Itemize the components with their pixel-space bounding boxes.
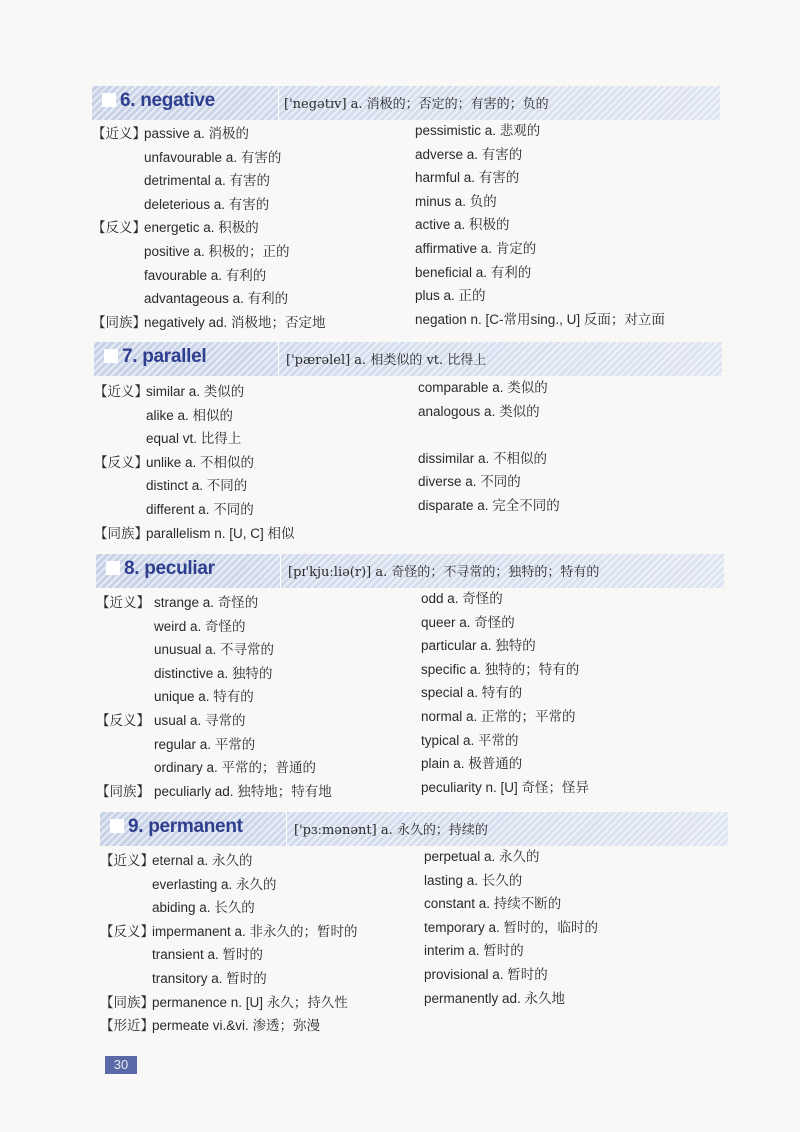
list-item: typical a. 平常的 xyxy=(421,732,519,748)
list-item: adverse a. 有害的 xyxy=(415,146,523,162)
list-item: affirmative a. 肯定的 xyxy=(415,240,537,256)
headword-definition: [pɪ'kjuːliə(r)] a. 奇怪的；不寻常的；独特的；特有的 xyxy=(288,565,600,580)
headword-definition: ['pærəlel] a. 相类似的 vt. 比得上 xyxy=(286,353,487,368)
list-item: constant a. 持续不断的 xyxy=(424,896,562,912)
entry-negative xyxy=(92,86,720,120)
list-item: pessimistic a. 悲观的 xyxy=(415,123,541,138)
headword: 9. permanent xyxy=(110,816,243,838)
list-item: 【近义】passive a. 消极的 xyxy=(92,126,250,141)
list-item: peculiarity n. [U] 奇怪；怪异 xyxy=(421,779,590,795)
list-item: special a. 特有的 xyxy=(421,685,523,701)
entry-parallel xyxy=(94,342,722,376)
checkbox-icon xyxy=(102,93,116,107)
list-item: regular a. 平常的 xyxy=(154,736,256,752)
list-item: transitory a. 暂时的 xyxy=(152,970,267,986)
list-item: disparate a. 完全不同的 xyxy=(418,497,560,513)
left-column xyxy=(96,591,332,803)
list-item: particular a. 独特的 xyxy=(421,638,536,654)
headword-definition: ['negətɪv] a. 消极的；否定的；有害的；负的 xyxy=(284,97,549,112)
list-item: 【同族】permanence n. [U] 永久；持久性 xyxy=(100,994,348,1010)
list-item xyxy=(418,423,560,447)
checkbox-icon xyxy=(106,561,120,575)
list-item: normal a. 正常的；平常的 xyxy=(421,708,576,724)
right-column xyxy=(415,119,665,331)
list-item: diverse a. 不同的 xyxy=(418,474,521,490)
entry-peculiar xyxy=(96,554,724,588)
list-item: equal vt. 比得上 xyxy=(146,431,242,447)
list-item: queer a. 奇怪的 xyxy=(421,614,515,630)
list-item: odd a. 奇怪的 xyxy=(421,591,503,606)
list-item: 【同族】 peculiarly ad. 独特地；特有地 xyxy=(96,783,332,799)
list-item: analogous a. 类似的 xyxy=(418,403,540,419)
list-item: negation n. [C-常用sing., U] 反面；对立面 xyxy=(415,311,665,327)
checkbox-icon xyxy=(104,349,118,363)
list-item: permanently ad. 永久地 xyxy=(424,990,566,1006)
list-item: detrimental a. 有害的 xyxy=(144,173,271,189)
entry-header xyxy=(96,554,724,588)
list-item: specific a. 独特的；特有的 xyxy=(421,661,580,677)
list-item: minus a. 负的 xyxy=(415,193,497,209)
list-item: 【反义】energetic a. 积极的 xyxy=(92,220,259,236)
right-column xyxy=(418,376,560,518)
list-item: plus a. 正的 xyxy=(415,288,486,304)
header-divider xyxy=(286,812,287,846)
list-item: plain a. 极普通的 xyxy=(421,756,523,772)
header-divider xyxy=(278,342,279,376)
list-item: temporary a. 暂时的，临时的 xyxy=(424,919,599,935)
left-column xyxy=(92,122,326,334)
list-item: 【近义】similar a. 类似的 xyxy=(94,384,245,399)
list-item: beneficial a. 有利的 xyxy=(415,264,532,280)
list-item: 【反义】impermanent a. 非永久的；暂时的 xyxy=(100,923,358,939)
headword: 7. parallel xyxy=(104,346,206,368)
list-item: 【近义】 strange a. 奇怪的 xyxy=(96,595,259,610)
list-item: 【反义】unlike a. 不相似的 xyxy=(94,454,255,470)
list-item: harmful a. 有害的 xyxy=(415,170,520,186)
list-item: advantageous a. 有利的 xyxy=(144,291,289,307)
list-item: distinctive a. 独特的 xyxy=(154,665,273,681)
right-column xyxy=(421,587,589,799)
header-divider xyxy=(280,554,281,588)
header-divider xyxy=(278,86,279,120)
list-item: comparable a. 类似的 xyxy=(418,380,548,395)
list-item: unusual a. 不寻常的 xyxy=(154,642,275,658)
list-item: unfavourable a. 有害的 xyxy=(144,149,282,165)
list-item: different a. 不同的 xyxy=(146,501,254,517)
list-item: active a. 积极的 xyxy=(415,217,510,233)
list-item: deleterious a. 有害的 xyxy=(144,196,270,212)
list-item: 【近义】eternal a. 永久的 xyxy=(100,853,253,868)
list-item: provisional a. 暂时的 xyxy=(424,966,548,982)
headword: 8. peculiar xyxy=(106,558,215,580)
checkbox-icon xyxy=(110,819,124,833)
list-item: ordinary a. 平常的；普通的 xyxy=(154,760,317,776)
list-item: dissimilar a. 不相似的 xyxy=(418,450,548,466)
list-item: everlasting a. 永久的 xyxy=(152,876,277,892)
left-column xyxy=(94,380,295,545)
right-column xyxy=(424,845,598,1010)
entry-header xyxy=(100,812,728,846)
list-item: weird a. 奇怪的 xyxy=(154,618,246,634)
list-item: interim a. 暂时的 xyxy=(424,943,524,959)
list-item: 【形近】permeate vi.&vi. 渗透；弥漫 xyxy=(100,1018,321,1034)
entry-header xyxy=(94,342,722,376)
list-item: abiding a. 长久的 xyxy=(152,900,255,916)
list-item: transient a. 暂时的 xyxy=(152,947,264,963)
headword-definition: ['pɜːmənənt] a. 永久的；持续的 xyxy=(294,823,488,838)
list-item: 【同族】parallelism n. [U, C] 相似 xyxy=(94,525,295,541)
list-item: distinct a. 不同的 xyxy=(146,478,248,494)
list-item: perpetual a. 永久的 xyxy=(424,849,540,864)
list-item: unique a. 特有的 xyxy=(154,689,254,705)
list-item: alike a. 相似的 xyxy=(146,407,234,423)
headword: 6. negative xyxy=(102,90,215,112)
left-column xyxy=(100,849,358,1038)
list-item: lasting a. 长久的 xyxy=(424,872,523,888)
page-number: 30 xyxy=(105,1056,137,1074)
entry-header xyxy=(92,86,720,120)
list-item: favourable a. 有利的 xyxy=(144,267,267,283)
list-item: 【反义】 usual a. 寻常的 xyxy=(96,712,246,728)
list-item: 【同族】negatively ad. 消极地；否定地 xyxy=(92,314,326,330)
entry-permanent xyxy=(100,812,728,846)
list-item: positive a. 积极的；正的 xyxy=(144,243,290,259)
